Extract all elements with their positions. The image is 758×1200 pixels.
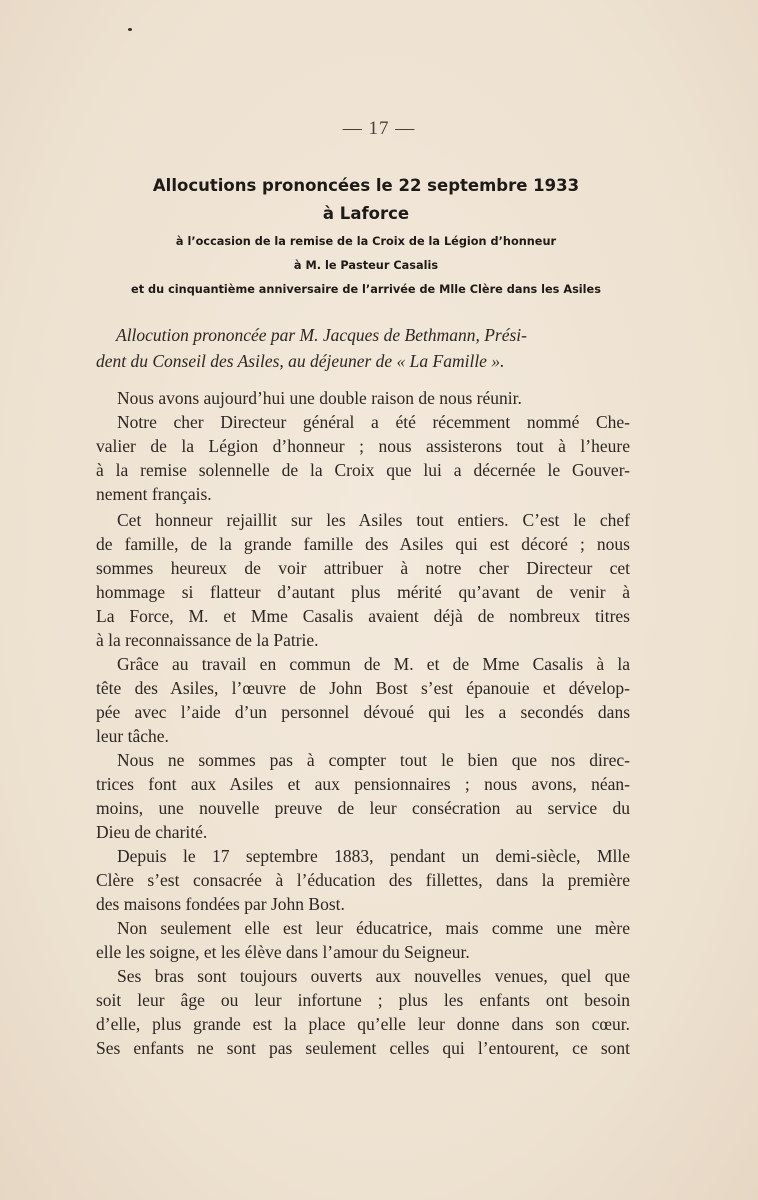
- body-line: leur tâche.: [96, 726, 169, 746]
- body-line: Cet honneur rejaillit sur les Asiles tout entiers. C’est le chef: [117, 510, 630, 530]
- body-line: à la reconnaissance de la Patrie.: [96, 630, 319, 650]
- body-line: soit leur âge ou leur infortune ; plus les enfants ont besoin: [96, 990, 630, 1010]
- body-line: Notre cher Directeur général a été récemment nommé Che-: [117, 412, 630, 432]
- body-line: nement français.: [96, 484, 212, 504]
- ink-speck: [128, 28, 132, 31]
- heading-honoree: à M. le Pasteur Casalis: [293, 259, 439, 272]
- body-line: hommage si flatteur d’autant plus mérité qu’avant de venir à: [96, 582, 630, 602]
- heading-title: Allocutions prononcées le 22 septembre 1933: [152, 176, 580, 195]
- body-line: tête des Asiles, l’œuvre de John Bost s’est épanouie et dévelop-: [96, 678, 630, 698]
- body-line: Nous ne sommes pas à compter tout le bien que nos direc-: [117, 750, 630, 770]
- body-line: d’elle, plus grande est la place qu’elle leur donne dans son cœur.: [96, 1014, 630, 1034]
- body-line: Grâce au travail en commun de M. et de Mme Casalis à la: [117, 654, 630, 674]
- body-line: La Force, M. et Mme Casalis avaient déjà de nombreux titres: [96, 606, 630, 626]
- intro-line: Allocution prononcée par M. Jacques de Bethmann, Prési-: [116, 325, 527, 345]
- body-line: trices font aux Asiles et aux pensionnaires ; nous avons, néan-: [96, 774, 630, 794]
- body-line: Nous avons aujourd’hui une double raison de nous réunir.: [117, 388, 522, 408]
- intro-line: dent du Conseil des Asiles, au déjeuner de « La Famille ».: [96, 351, 505, 371]
- body-line: elle les soigne, et les élève dans l’amour du Seigneur.: [96, 942, 470, 962]
- heading-anniversary: et du cinquantième anniversaire de l’arrivée de Mlle Clère dans les Asiles: [131, 283, 601, 296]
- heading-place: à Laforce: [322, 204, 410, 223]
- body-line: des maisons fondées par John Bost.: [96, 894, 345, 914]
- body-line: Clère s’est consacrée à l’éducation des fillettes, dans la première: [96, 870, 630, 890]
- body-line: de famille, de la grande famille des Asiles qui est décoré ; nous: [96, 534, 630, 554]
- page-number: — 17 —: [342, 118, 416, 139]
- body-line: sommes heureux de voir attribuer à notre cher Directeur cet: [96, 558, 630, 578]
- body-line: valier de la Légion d’honneur ; nous assisterons tout à l’heure: [96, 436, 630, 456]
- body-line: Dieu de charité.: [96, 822, 208, 842]
- body-line: Ses bras sont toujours ouverts aux nouvelles venues, quel que: [117, 966, 630, 986]
- body-line: Depuis le 17 septembre 1883, pendant un demi-siècle, Mlle: [117, 846, 630, 866]
- body-line: moins, une nouvelle preuve de leur consécration au service du: [96, 798, 630, 818]
- body-line: Ses enfants ne sont pas seulement celles qui l’entourent, ce sont: [96, 1038, 630, 1058]
- body-line: à la remise solennelle de la Croix que lui a décernée le Gouver-: [96, 460, 630, 480]
- body-line: Non seulement elle est leur éducatrice, mais comme une mère: [117, 918, 630, 938]
- body-line: pée avec l’aide d’un personnel dévoué qui les a secondés dans: [96, 702, 630, 722]
- heading-occasion: à l’occasion de la remise de la Croix de la Légion d’honneur: [175, 235, 557, 248]
